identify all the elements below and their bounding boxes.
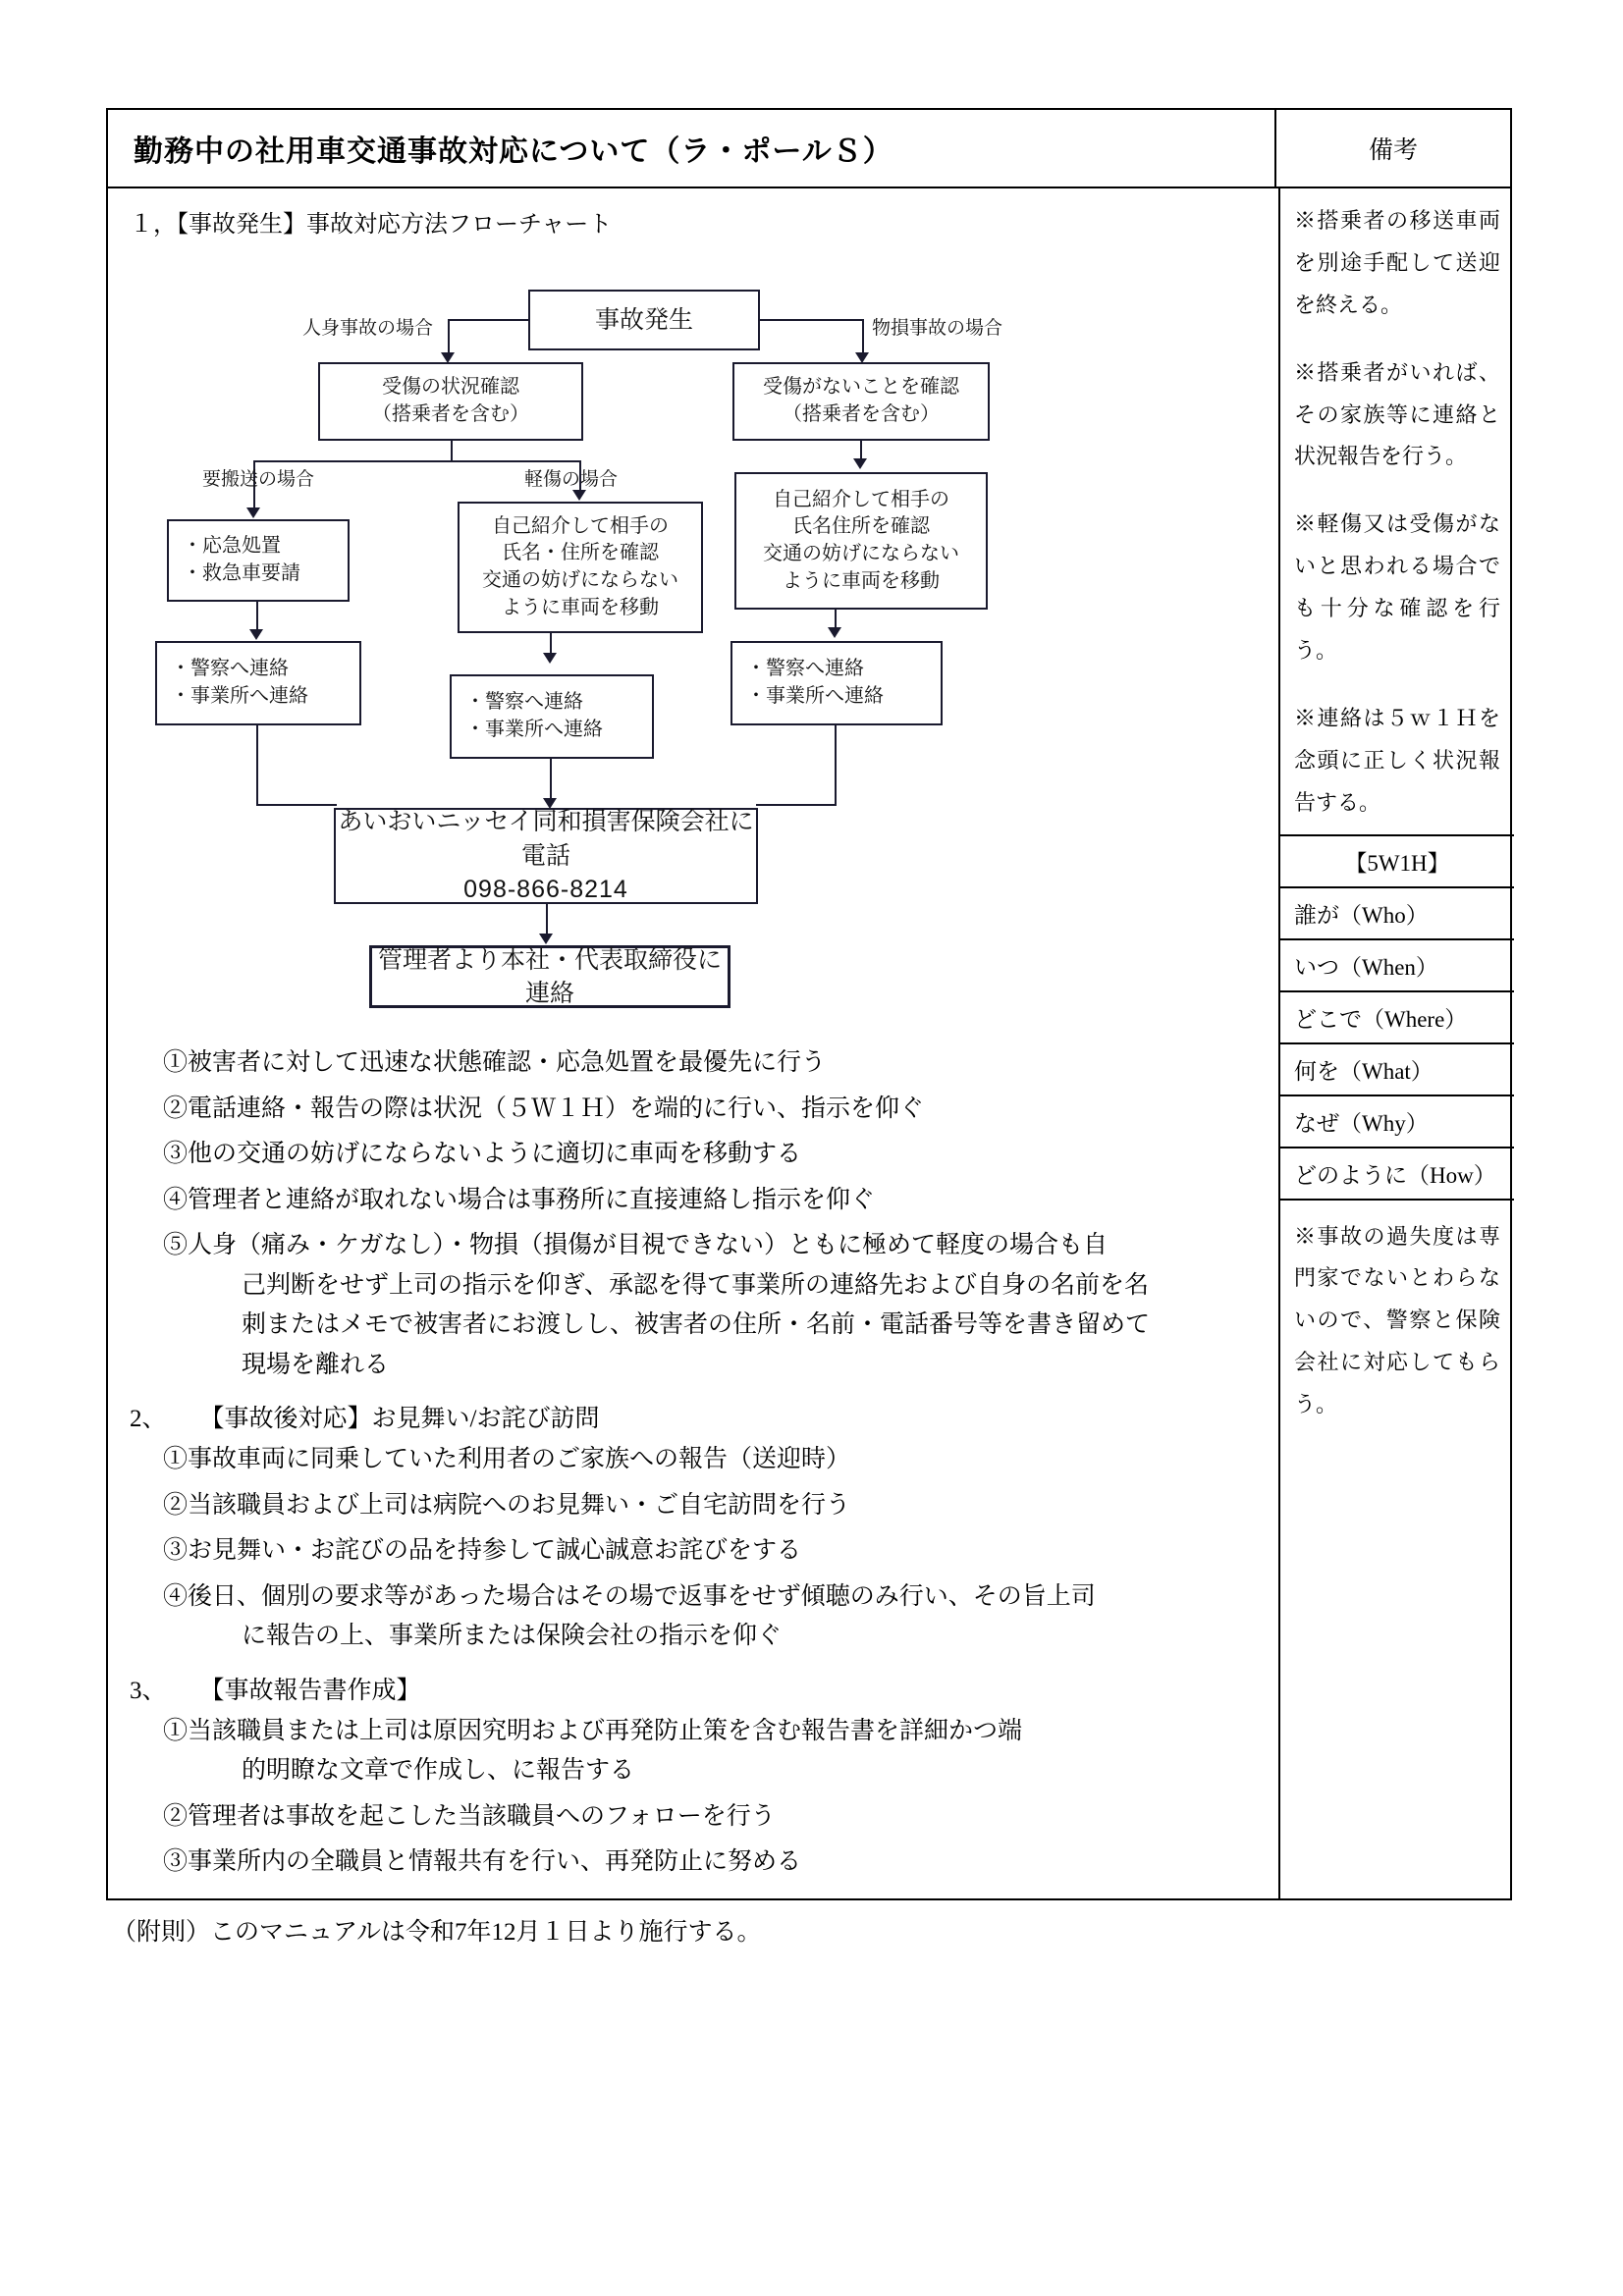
item5-line2: 己判断をせず上司の指示を仰ぎ、承認を得て事業所の連絡先および自身の名前を名 — [242, 1271, 1150, 1299]
flow-left-check-l2: （搭乗者を含む） — [372, 403, 529, 425]
flow-emergency-box — [167, 519, 350, 602]
flow-self-intro-right-box: 自己紹介して相手の 氏名住所を確認 交通の妨げにならない ように車両を移動 — [734, 472, 988, 610]
s3-item1-line2: 的明瞭な文章で作成し、に報告する — [242, 1757, 635, 1784]
flow-insurance-line2: 098-866-8214 — [463, 876, 628, 904]
s2-item4-line1: ④後日、個別の要求等があった場合はその場で返事をせず傾聴のみ行い、その旨上司 — [163, 1582, 1096, 1610]
section2-item-list — [126, 1440, 1265, 1657]
flow-emergency-l1: ・応急処置 — [183, 535, 281, 558]
list-item — [163, 1577, 1265, 1657]
fault-degree-note: ※事故の過失度は専門家でないとわらないので、警察と保険会社に対応してもらう。 — [1280, 1199, 1514, 1898]
flow-right-injury-check-box — [732, 362, 990, 441]
document-frame — [106, 108, 1512, 1900]
flow-right-check-l2: （搭乗者を含む） — [783, 403, 940, 425]
w5h1-title: 【5W1H】 — [1280, 834, 1514, 886]
s3-item1-line1: ①当該職員または上司は原因究明および再発防止策を含む報告書を詳細かつ端 — [163, 1717, 1023, 1744]
w5h1-where: どこで（Where） — [1280, 990, 1514, 1042]
notes-block — [1280, 188, 1514, 834]
flow-insurance-call-box — [334, 808, 758, 904]
list-item: ②当該職員および上司は病院へのお見舞い・ご自宅訪問を行う — [163, 1491, 851, 1519]
flow-label-minor-injury: 軽傷の場合 — [524, 469, 619, 490]
list-item: ①被害者に対して迅速な状態確認・応急処置を最優先に行う — [163, 1049, 827, 1076]
flow-contact-left-box: ・警察へ連絡 ・事業所へ連絡 — [155, 641, 361, 725]
item5-line4: 現場を離れる — [242, 1351, 390, 1378]
w5h1-how: どのように（How） — [1280, 1147, 1514, 1199]
section1-heading: １，【事故発生】事故対応方法フローチャート — [130, 212, 613, 238]
list-item: ③お見舞い・お詫びの品を持参して誠心誠意お詫びをする — [163, 1537, 802, 1564]
main-column — [108, 188, 1280, 1898]
flow-manager-report-box — [369, 945, 730, 1008]
flow-start-label: 事故発生 — [594, 305, 693, 334]
list-item: ①事故車両に同乗していた利用者のご家族への報告（送迎時） — [163, 1446, 851, 1472]
flow-emergency-l2: ・救急車要請 — [183, 562, 300, 584]
header-row — [108, 110, 1510, 188]
flow-contact-mid-box: ・警察へ連絡 ・事業所へ連絡 — [450, 674, 654, 759]
document-body — [106, 108, 1512, 1948]
section2-number: 2、 — [130, 1406, 167, 1432]
page-title: 勤務中の社用車交通事故対応について（ラ・ポールＳ） — [108, 110, 1276, 187]
note-item: ※搭乗者の移送車両を別途手配して送迎を終える。 — [1294, 208, 1500, 317]
flow-report-label: 管理者より本社・代表取締役に連絡 — [377, 945, 722, 1007]
body-row — [108, 188, 1510, 1898]
flow-right-check-l1: 受傷がないことを確認 — [763, 376, 959, 399]
item5-line3: 刺またはメモで被害者にお渡しし、被害者の住所・名前・電話番号等を書き留めて — [242, 1311, 1151, 1338]
flow-contact-right-box: ・警察へ連絡 ・事業所へ連絡 — [730, 641, 943, 725]
list-item: ②電話連絡・報告の際は状況（５Ｗ１Ｈ）を端的に行い、指示を仰ぐ — [163, 1095, 925, 1122]
note-column-header: 備考 — [1368, 137, 1418, 164]
s2-item4-line2: に報告の上、事業所または保険会社の指示を仰ぐ — [242, 1623, 783, 1649]
note-item: ※搭乗者がいれば、その家族等に連絡と状況報告を行う。 — [1294, 359, 1500, 469]
flow-insurance-line1: あいおいニッセイ同和損害保険会社に電話 — [338, 808, 754, 870]
supplementary-provision: （附則）このマニュアルは令和7年12月１日より施行する。 — [112, 1918, 762, 1946]
w5h1-why: なぜ（Why） — [1280, 1095, 1514, 1147]
notes-column — [1280, 188, 1514, 1898]
note-item: ※連絡は５ｗ１Ｈを念頭に正しく状況報告する。 — [1294, 705, 1500, 815]
accident-response-flowchart — [126, 242, 1265, 1038]
section2-title: 【事故後対応】お見舞い/お詫び訪問 — [199, 1406, 600, 1432]
w5h1-when: いつ（When） — [1280, 938, 1514, 990]
list-item: ③事業所内の全職員と情報共有を行い、再発防止に努める — [163, 1848, 802, 1875]
flow-self-intro-mid-box: 自己紹介して相手の 氏名・住所を確認 交通の妨げにならない ように車両を移動 — [458, 502, 703, 633]
section2-heading — [130, 1399, 1265, 1434]
flow-left-injury-check-box — [318, 362, 583, 441]
section1-item-list — [126, 1043, 1265, 1385]
flow-label-personal-injury: 人身事故の場合 — [302, 318, 434, 339]
w5h1-what: 何を（What） — [1280, 1042, 1514, 1095]
list-item — [163, 1712, 1265, 1791]
list-item: ②管理者は事故を起こした当該職員へのフォローを行う — [163, 1802, 776, 1830]
list-item — [163, 1226, 1265, 1385]
w5h1-who: 誰が（Who） — [1280, 886, 1514, 938]
list-item: ④管理者と連絡が取れない場合は事務所に直接連絡し指示を仰ぐ — [163, 1186, 876, 1213]
item5-line1: ⑤人身（痛み・ケガなし）・物損（損傷が目視できない）ともに極めて軽度の場合も自 — [163, 1232, 1109, 1258]
flow-left-check-l1: 受傷の状況確認 — [382, 376, 519, 399]
list-item: ③他の交通の妨げにならないように適切に車両を移動する — [163, 1141, 802, 1167]
section3-title: 【事故報告書作成】 — [199, 1677, 421, 1704]
flow-start-box — [528, 290, 760, 350]
section3-item-list — [126, 1712, 1265, 1883]
flow-label-need-transport: 要搬送の場合 — [202, 469, 315, 490]
flow-label-property-damage: 物損事故の場合 — [872, 318, 1003, 339]
note-item: ※軽傷又は受傷がないと思われる場合でも十分な確認を行う。 — [1294, 511, 1500, 664]
section3-number: 3、 — [130, 1677, 167, 1704]
section3-heading — [130, 1671, 1265, 1706]
